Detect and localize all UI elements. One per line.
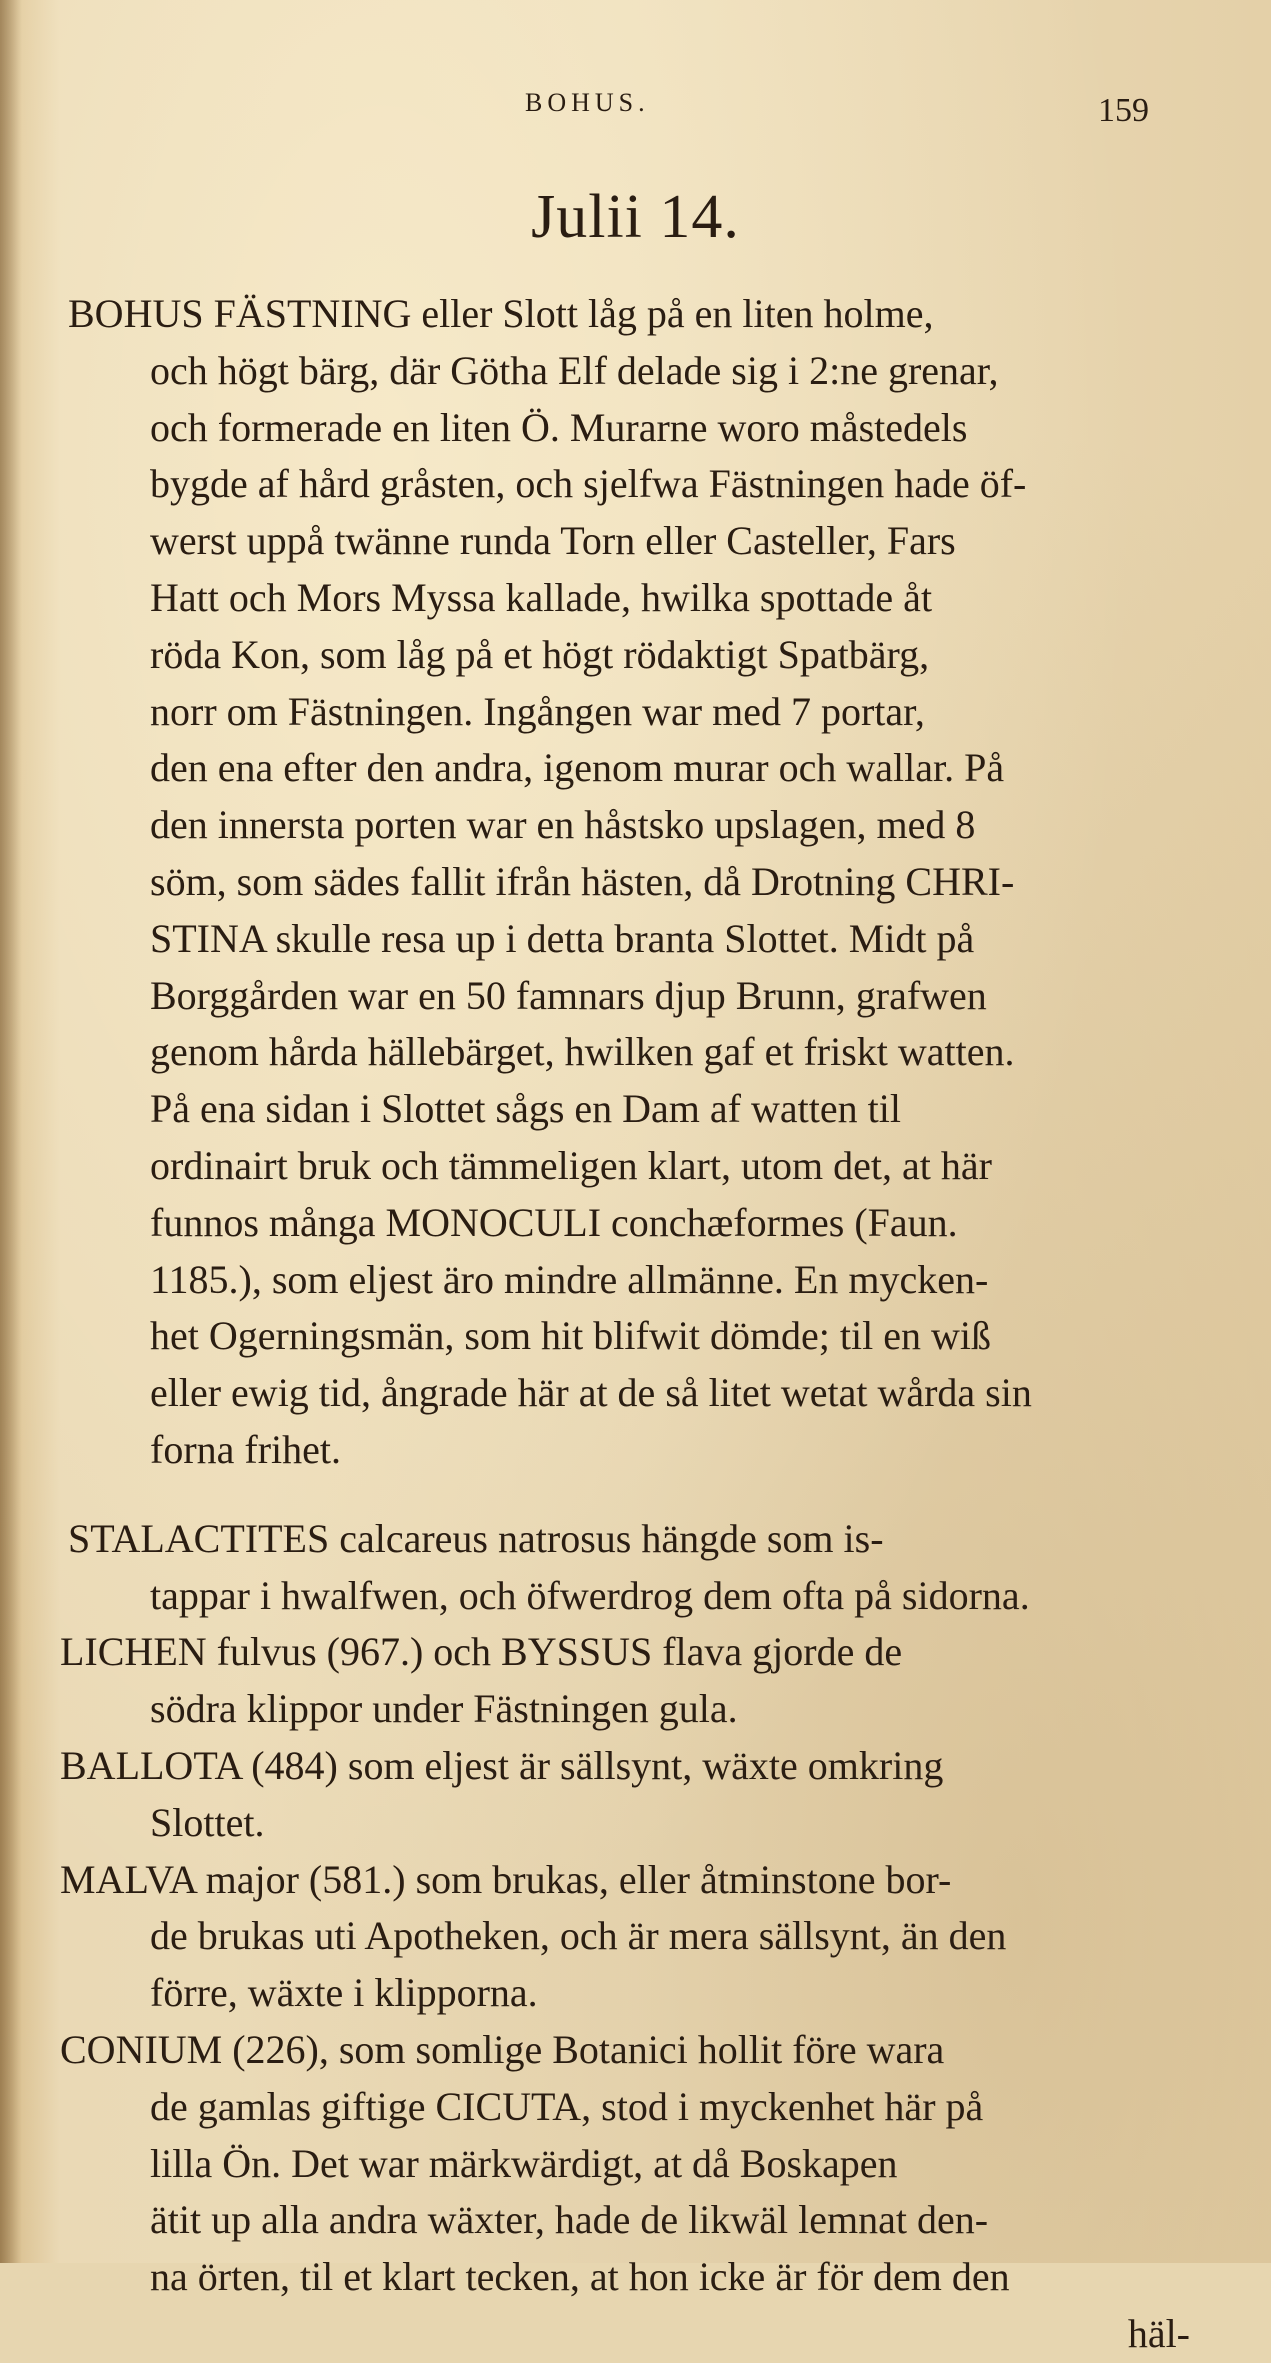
running-head xyxy=(0,88,1271,128)
text-line: ätit up alla andra wäxter, hade de likwäl lemnat den- xyxy=(150,2197,989,2243)
paragraph-gap xyxy=(60,1479,1190,1511)
spine-shadow xyxy=(0,0,22,2263)
text-line: BOHUS FÄSTNING eller Slott låg på en liten holme, xyxy=(68,291,934,336)
text-line: På ena sidan i Slottet sågs en Dam af watten til xyxy=(150,1086,901,1132)
text-line: röda Kon, som låg på et högt rödaktigt Spatbärg, xyxy=(150,631,930,677)
text-line: norr om Fästningen. Ingången war med 7 portar, xyxy=(150,688,925,734)
text-line: BALLOTA (484) som eljest är sällsynt, wäxte omkring xyxy=(60,1742,944,1788)
text-line: södra klippor under Fästningen gula. xyxy=(150,1686,738,1732)
text-line: het Ogerningsmän, som hit blifwit dömde; til en wiß xyxy=(150,1313,992,1359)
text-line: ordinairt bruk och tämmeligen klart, utom det, at här xyxy=(150,1142,992,1188)
text-line: söm, som sädes fallit ifrån hästen, då Drotning CHRI- xyxy=(150,858,1015,904)
text-line: MALVA major (581.) som brukas, eller åtminstone bor- xyxy=(60,1856,952,1902)
text-line: werst uppå twänne runda Torn eller Casteller, Fars xyxy=(150,518,956,564)
catchword: häl- xyxy=(1127,2310,1190,2356)
running-title: BOHUS. xyxy=(525,88,650,117)
page-number: 159 xyxy=(1098,92,1149,129)
text-line: de brukas uti Apotheken, och är mera sällsynt, än den xyxy=(150,1913,1007,1959)
paragraph-stalactites xyxy=(60,1511,1190,1625)
paragraph-conium xyxy=(60,2022,1190,2306)
text-line: forna frihet. xyxy=(150,1426,342,1472)
paragraph-ballota xyxy=(60,1738,1190,1852)
text-line: eller ewig tid, ångrade här at de så litet wetat wårda sin xyxy=(150,1370,1032,1416)
paragraph-bohus-fastning xyxy=(60,286,1190,1479)
text-line: den ena efter den andra, igenom murar och wallar. På xyxy=(150,745,1005,791)
text-line: den innersta porten war en håstsko upslagen, med 8 xyxy=(150,802,976,848)
paragraph-malva xyxy=(60,1852,1190,2022)
text-line: 1185.), som eljest äro mindre allmänne. En mycken- xyxy=(150,1256,989,1302)
text-line: funnos många MONOCULI conchæformes (Faun. xyxy=(150,1199,958,1245)
text-line: na örten, til et klart tecken, at hon icke är för dem den xyxy=(150,2254,1010,2300)
text-line: CONIUM (226), som somlige Botanici hollit före wara xyxy=(60,2026,945,2072)
text-line: förre, wäxte i klipporna. xyxy=(150,1970,538,2016)
text-line: lilla Ön. Det war märkwärdigt, at då Boskapen xyxy=(150,2140,898,2186)
text-line: bygde af hård gråsten, och sjelfwa Fästningen hade öf- xyxy=(150,461,1027,507)
text-line: tappar i hwalfwen, och öfwerdrog dem ofta på sidorna. xyxy=(150,1572,1030,1618)
paragraph-lichen xyxy=(60,1624,1190,1738)
body-text xyxy=(60,286,1190,2363)
text-line: Slottet. xyxy=(150,1799,265,1845)
text-line: och formerade en liten Ö. Murarne woro måstedels xyxy=(150,404,968,450)
text-line: och högt bärg, där Götha Elf delade sig i 2:ne grenar, xyxy=(150,347,999,393)
text-line: de gamlas giftige CICUTA, stod i myckenhet här på xyxy=(150,2083,984,2129)
text-line: genom hårda hällebärget, hwilken gaf et friskt watten. xyxy=(150,1029,1015,1075)
date-heading: Julii 14. xyxy=(531,183,740,251)
text-line: STINA skulle resa up i detta branta Slottet. Midt på xyxy=(150,915,975,961)
text-line: Borggården war en 50 famnars djup Brunn, grafwen xyxy=(150,972,987,1018)
text-line: STALACTITES calcareus natrosus hängde som is- xyxy=(68,1515,884,1561)
text-line: Hatt och Mors Myssa kallade, hwilka spottade åt xyxy=(150,574,933,620)
text-line: LICHEN fulvus (967.) och BYSSUS flava gjorde de xyxy=(60,1629,903,1675)
